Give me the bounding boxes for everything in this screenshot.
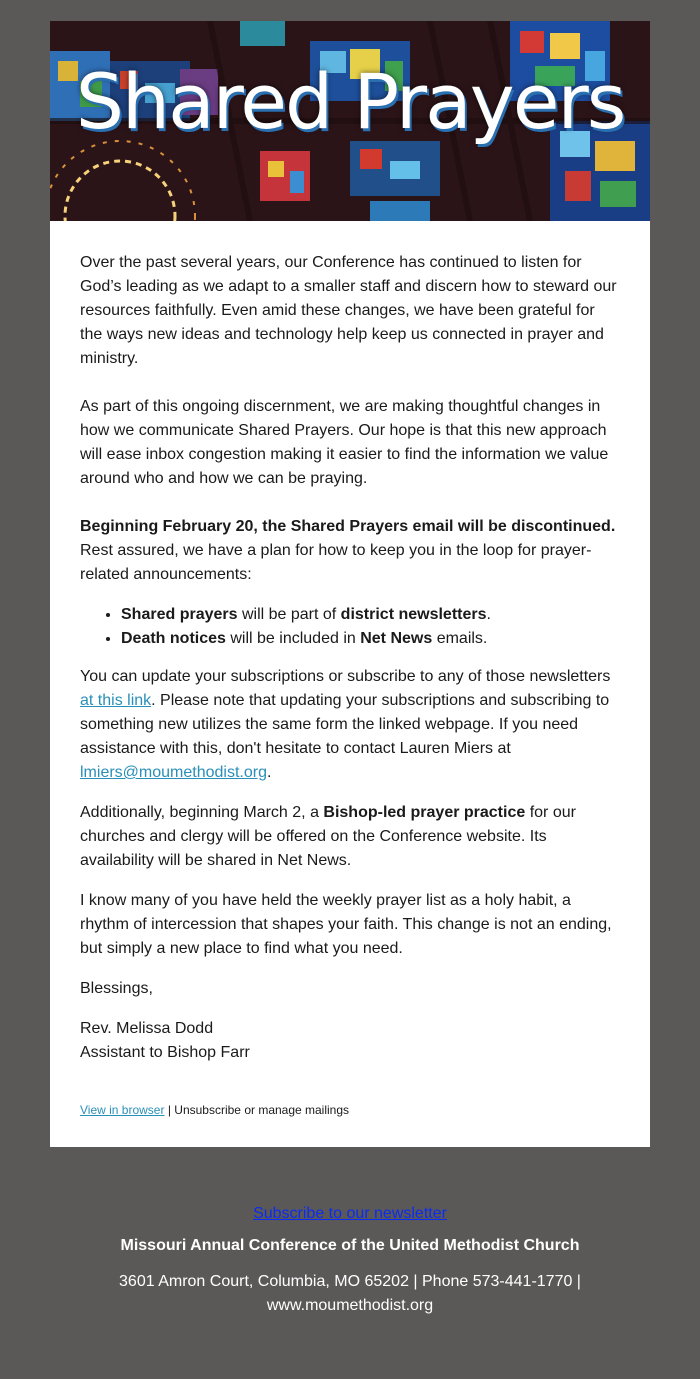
banner-title: Shared Prayers <box>75 57 625 146</box>
subscriptions-link[interactable]: at this link <box>80 692 152 709</box>
closing: Blessings, <box>80 980 153 997</box>
discontinued-paragraph: Beginning February 20, the Shared Prayers email will be discontinued. Rest assured, we have a plan for how to keep you in the loop for prayer-related announcements: <box>80 518 616 583</box>
email-body <box>50 221 650 1065</box>
changes-paragraph: As part of this ongoing discernment, we are making thoughtful changes in how we communicate Shared Prayers. Our hope is that this new approach will ease inbox congestion making it easier to find the information we value around who and how we can be praying. <box>80 398 609 487</box>
contact-email-link[interactable]: lmiers@moumethodist.org <box>80 764 267 781</box>
announcement-list <box>80 603 620 651</box>
list-item: • Shared prayers will be part of district newsletters. <box>121 603 620 627</box>
org-name: Missouri Annual Conference of the United Methodist Church <box>120 1237 580 1254</box>
subscribe-newsletter-link[interactable]: Subscribe to our newsletter <box>253 1205 447 1222</box>
email-card <box>50 21 650 1147</box>
banner-image <box>50 21 650 221</box>
signature <box>80 1017 620 1065</box>
mailing-links: View in browser | Unsubscribe or manage mailings <box>80 1103 350 1117</box>
unsubscribe-link[interactable]: Unsubscribe or manage mailings <box>174 1103 350 1117</box>
intro-paragraph: Over the past several years, our Conference has continued to listen for God’s leading as we adapt to a smaller staff and discern how to steward our resources faithfully. Even amid these changes, we have been grateful for the ways new ideas and technology help keep us connected in prayer and ministry. <box>80 254 617 367</box>
list-item: • Death notices will be included in Net News emails. <box>121 627 620 651</box>
bishop-practice-paragraph: Additionally, beginning March 2, a Bishop-led prayer practice for our churches and clergy will be offered on the Conference website. Its availability will be shared in Net News. <box>80 804 576 869</box>
signer-name: Rev. Melissa Dodd <box>80 1020 214 1037</box>
view-in-browser-link[interactable]: View in browser <box>80 1103 165 1117</box>
site-footer <box>0 1200 700 1318</box>
signer-title: Assistant to Bishop Farr <box>80 1044 250 1061</box>
subscriptions-paragraph: You can update your subscriptions or subscribe to any of those newsletters at this link. Please note that updating your subscriptions and subscribing to something new utilizes the same form the linked webpage. If you need assistance with this, don't hesitate to contact Lauren Miers at lmiers@moumethodist.org. <box>80 668 611 781</box>
discontinued-notice: Beginning February 20, the Shared Prayers email will be discontinued. <box>80 518 616 535</box>
org-address: 3601 Amron Court, Columbia, MO 65202 | Phone 573-441-1770 | www.moumethodist.org <box>119 1273 581 1314</box>
holy-habit-paragraph: I know many of you have held the weekly prayer list as a holy habit, a rhythm of intercession that shapes your faith. This change is not an ending, but simply a new place to find what you need. <box>80 892 612 957</box>
